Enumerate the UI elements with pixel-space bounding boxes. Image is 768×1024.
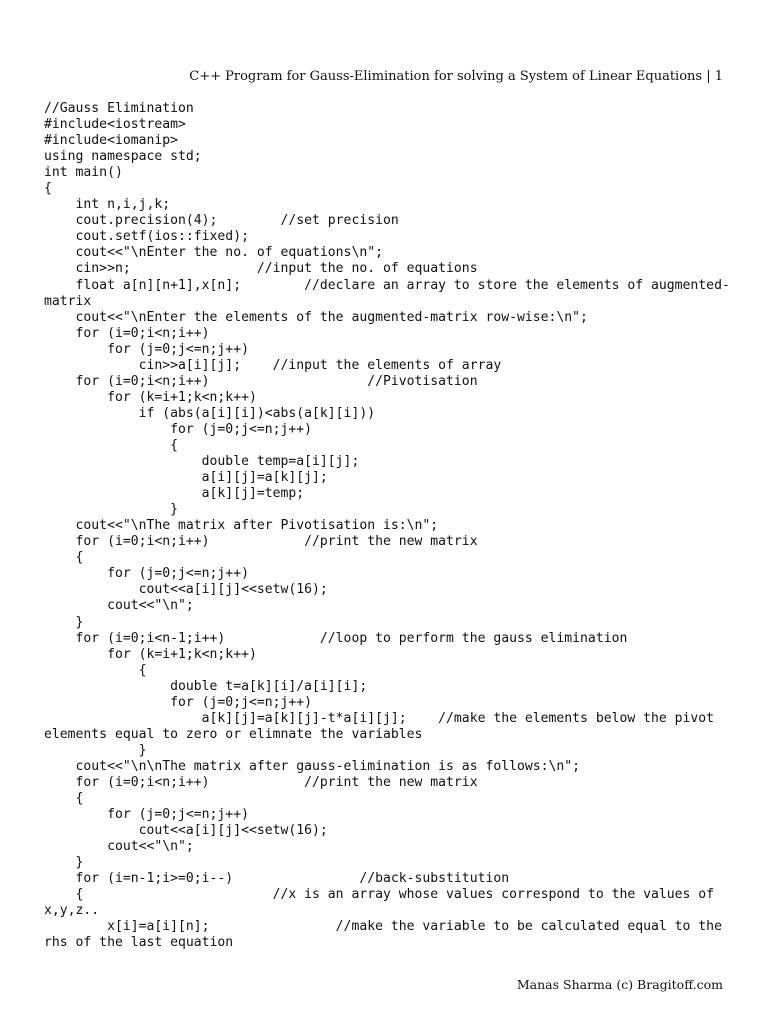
code-line: a[i][j]=a[k][j]; xyxy=(44,470,328,486)
code-line: for (j=0;j<=n;j++) xyxy=(44,807,249,823)
code-listing xyxy=(44,101,734,951)
code-line: for (i=0;i<n-1;i++) //loop to perform the gauss elimination xyxy=(44,630,628,646)
code-line: x[i]=a[i][n]; //make the variable to be calculated equal to the xyxy=(44,919,722,935)
code-line: { //x is an array whose values correspond to the values of xyxy=(44,887,715,903)
code-line: cout<<a[i][j]<<setw(16); xyxy=(44,823,328,839)
code-line: using namespace std; xyxy=(44,149,202,165)
code-line: { xyxy=(44,181,52,197)
code-line: for (k=i+1;k<n;k++) xyxy=(44,389,257,405)
code-line: for (j=0;j<=n;j++) xyxy=(44,421,313,437)
code-line: cin>>n; //input the no. of equations xyxy=(44,261,478,277)
code-line: cout<<"\n"; xyxy=(44,839,194,855)
code-line: for (i=0;i<n;i++) //print the new matrix xyxy=(44,534,478,550)
code-line: x,y,z.. xyxy=(44,903,100,919)
code-line: matrix xyxy=(44,293,92,309)
code-line: int main() xyxy=(44,165,123,181)
page-footer: Manas Sharma (c) Bragitoff.com xyxy=(516,977,723,992)
code-line: cout.precision(4); //set precision xyxy=(44,213,399,229)
code-line: cout<<a[i][j]<<setw(16); xyxy=(44,582,328,598)
code-line: for (j=0;j<=n;j++) xyxy=(44,341,249,357)
code-line: //Gauss Elimination xyxy=(44,101,194,116)
code-line: } xyxy=(44,855,84,871)
page-header: C++ Program for Gauss-Elimination for solving a System of Linear Equations | 1 xyxy=(189,69,723,84)
code-line: a[k][j]=a[k][j]-t*a[i][j]; //make the elements below the pivot xyxy=(44,710,715,726)
code-line: for (j=0;j<=n;j++) xyxy=(44,566,249,582)
code-line: #include<iostream> xyxy=(44,117,186,133)
code-line: float a[n][n+1],x[n]; //declare an array to store the elements of augmented- xyxy=(44,277,730,293)
code-line: cin>>a[i][j]; //input the elements of array xyxy=(44,357,502,373)
code-line: for (j=0;j<=n;j++) xyxy=(44,694,313,710)
code-line: elements equal to zero or elimnate the variables xyxy=(44,726,423,742)
code-line: } xyxy=(44,614,84,630)
code-line: a[k][j]=temp; xyxy=(44,486,305,502)
code-line: cout<<"\nEnter the no. of equations\n"; xyxy=(44,245,383,261)
code-line: { xyxy=(44,662,147,678)
code-line: { xyxy=(44,791,84,807)
code-line: rhs of the last equation xyxy=(44,935,234,951)
code-line: cout<<"\n"; xyxy=(44,598,194,614)
code-line: for (i=0;i<n;i++) //Pivotisation xyxy=(44,373,478,389)
code-line: #include<iomanip> xyxy=(44,133,179,149)
code-line: cout<<"\nEnter the elements of the augmented-matrix row-wise:\n"; xyxy=(44,309,588,325)
code-line: if (abs(a[i][i])<abs(a[k][i])) xyxy=(44,405,376,421)
code-line: double temp=a[i][j]; xyxy=(44,454,360,470)
code-line: int n,i,j,k; xyxy=(44,197,171,213)
code-line: cout<<"\nThe matrix after Pivotisation is:\n"; xyxy=(44,518,439,534)
code-line: cout.setf(ios::fixed); xyxy=(44,229,249,245)
code-line: for (i=n-1;i>=0;i--) //back-substitution xyxy=(44,871,510,887)
code-line: { xyxy=(44,550,84,566)
code-line: for (i=0;i<n;i++) xyxy=(44,325,210,341)
code-line: double t=a[k][i]/a[i][i]; xyxy=(44,678,368,694)
code-line: { xyxy=(44,437,179,453)
code-line: } xyxy=(44,742,147,758)
code-line: for (i=0;i<n;i++) //print the new matrix xyxy=(44,774,478,790)
code-line: for (k=i+1;k<n;k++) xyxy=(44,646,257,662)
code-line: } xyxy=(44,502,179,518)
code-line: cout<<"\n\nThe matrix after gauss-elimination is as follows:\n"; xyxy=(44,758,581,774)
